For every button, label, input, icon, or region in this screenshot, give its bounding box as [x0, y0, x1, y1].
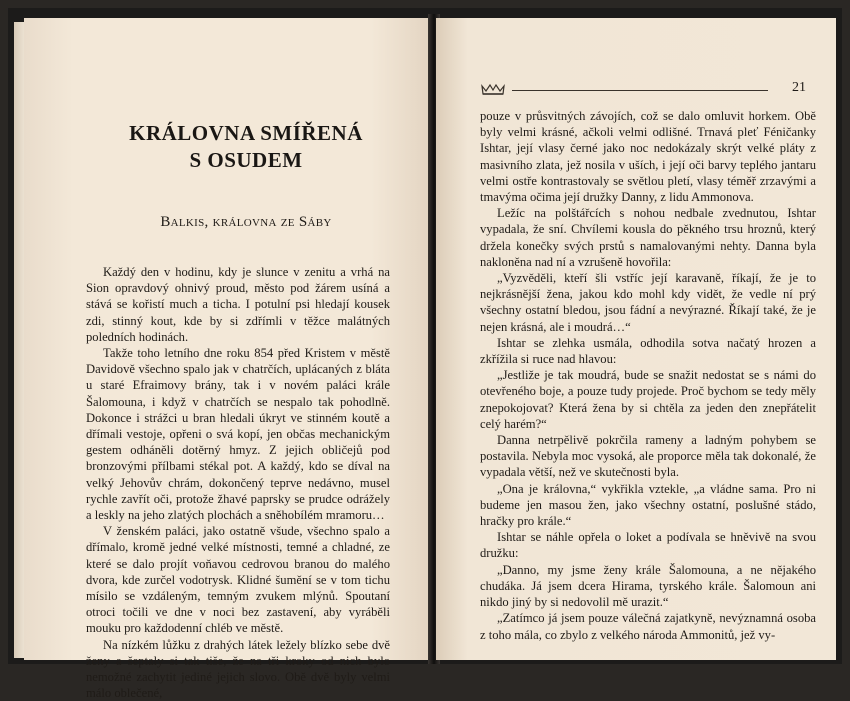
- right-page-text: [480, 108, 816, 643]
- paragraph: Ležíc na polštářcích s nohou nedbale zvednutou, Ishtar vypadala, že sní. Chvílemi kousla do pěkného trsu hroznů, který držela konečky svých prstů s namalovanými nehty. Danna byla nakloněna nad ní a vzrušeně hovořila:: [480, 206, 816, 269]
- right-page: [436, 18, 836, 660]
- paragraph: „Zatímco já jsem pouze válečná zajatkyně, nevýznamná osoba z toho mála, co zbylo z velkého národa Ammonitů, jež vy-: [480, 611, 816, 642]
- paragraph: „Vyzvěděli, kteří šli vstříc její karavaně, říkají, že je to nejkrásnější žena, jakou kdo mohl kdy vidět, že vedle ní prý všechny ostatní bledou, jsou fádní a nevýrazné. Říkají také, že je nejen krásná, ale i moudrá…“: [480, 271, 816, 334]
- paragraph: Ishtar se zlehka usmála, odhodila sotva načatý hrozen a zkřížila si ruce nad hlavou:: [480, 335, 816, 367]
- paragraph: Danna netrpělivě pokrčila rameny a ladným pohybem se postavila. Nebyla moc vysoká, ale proporce měla tak dokonalé, že vypadala větší, než ve skutečnosti byla.: [480, 433, 816, 480]
- paragraph: „Ona je královna,“ vykřikla vztekle, „a vládne sama. Pro ni budeme jen masou žen, jako všechny ostatní, poslušné stádo, hračky pro krále.“: [480, 481, 816, 529]
- paragraph: Ishtar se náhle opřela o loket a podívala se hněvivě na svou družku:: [480, 530, 816, 561]
- paragraph: „Jestliže je tak moudrá, bude se snažit nedostat se s námi do otevřeného boje, a pouze tudy projede. Proč bychom se tedy měly znepokojovat? Která žena by si chtěla za jeden den znepřátelit celý harém?“: [480, 368, 816, 431]
- paragraph: pouze v průsvitných závojích, což se dalo omluvit horkem. Obě byly velmi krásné, ačkoli velmi odlišné. Trnavá pleť Féničanky Ishtar, její vlasy černé jako noc nedokázaly skrýt velké pláty z masivního zlata, jež nosila v uších, i její oči barvy teplého jantaru velmi ostře kontrastovaly se světlou pletí, vlasy téměř zrzavými a tmavýma očima její družky Danny, z lidu Ammonova.: [480, 109, 816, 205]
- chapter-title-line-1: KRÁLOVNA SMÍŘENÁ: [129, 121, 363, 145]
- paragraph: Na nízkém lůžku z drahých látek ležely blízko sebe dvě ženy a šeptaly si tak tiše, že na tři kroky od nich bylo nemožné zachytit jediné jejich slovo. Obě dvě byly velmi málo oblečené,: [86, 637, 390, 701]
- paragraph: Každý den v hodinu, kdy je slunce v zenitu a vrhá na Sion opravdový ohnivý proud, město pod žárem usíná a stává se kořistí much a ticha. I potulní psi hledají kousek zdi, stinný kout, kde by si zdřímli v těžce malátných poledních hodinách.: [86, 265, 390, 344]
- paragraph: V ženském paláci, jako ostatně všude, všechno spalo a dřímalo, kromě jedné velké místnosti, temné a chladné, ze které se dalo projít voňavou cedrovou branou do malého dvora, kde zurčel vodotrysk. Klidné šumění se v tom tichu mísilo se vzdáleným, temným zvukem mlýnů. Spoutaní otroci točili ve dne v noci bez zastavení, aby vyráběli mouku pro každodenní chléb ve městě.: [86, 524, 390, 636]
- open-book: [8, 8, 842, 701]
- running-head: [480, 80, 816, 100]
- paragraph: „Danno, my jsme ženy krále Šalomouna, a ne nějakého chudáka. Já jsem dcera Hirama, tyrského krále. Šalomoun ani nikdo jiný by si nedovolil mě urazit.“: [480, 562, 816, 610]
- chapter-subtitle: Balkis, královna ze Sáby: [160, 214, 332, 230]
- header-rule: [512, 90, 768, 91]
- paragraph: Takže toho letního dne roku 854 před Kristem v městě Davidově všechno spalo jak v chatrčích, uplácaných z bláta u staré Efraimovy brány, tak i v novém paláci krále Šalomouna, i když v chatrčích se nespalo tak pohodlně. Dokonce i strážci u bran hledali úkryt ve stinném koutě a dřímali vestoje, opřeni o svá kopí, jen občas mechanickým gestem odháněli dotěrný hmyz. Z jejich obličejů pod bronzovými přílbami stékal pot. A každý, kdo se díval na velký Jehovův chrám, dokončený teprve nedávno, musel rychle zavřít oči, protože žhavé paprsky se prudce odrážely a leskly na jeho zlatých plochách a sněhobílém mramoru…: [86, 346, 390, 523]
- left-page: [24, 18, 432, 701]
- left-page-text: [86, 264, 390, 701]
- crown-icon: [480, 82, 506, 96]
- page-number: 21: [792, 80, 806, 95]
- chapter-title-line-2: S OSUDEM: [189, 148, 303, 172]
- chapter-title: [94, 120, 398, 174]
